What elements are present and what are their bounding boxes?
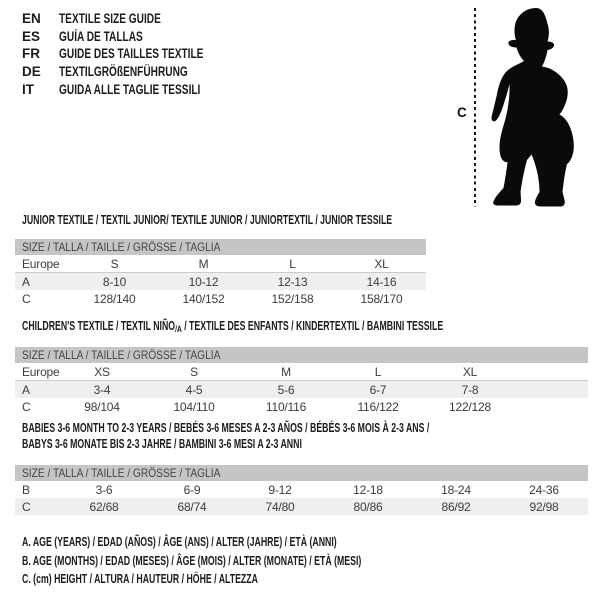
age-cell: 12-18: [353, 482, 383, 497]
row-label: B: [22, 482, 30, 497]
height-cell: 98/104: [84, 399, 120, 414]
children-table: [15, 347, 588, 415]
age-cell: 9-12: [268, 482, 292, 497]
junior-section-title: [22, 213, 551, 227]
filler-cell: [516, 381, 588, 399]
children-title-part2: / TEXTILE DES ENFANTS / KINDERTEXTIL / BAMBINI TESSILE: [181, 319, 444, 333]
height-cell: 152/158: [271, 291, 314, 306]
footnote-c: C. (cm) HEIGHT / ALTURA / HAUTEUR / HÖHE / ALTEZZA: [22, 572, 258, 587]
table-row-europe: [15, 363, 588, 381]
height-cell: 74/80: [265, 499, 295, 514]
size-header-text: SIZE / TALLA / TAILLE / GRÖSSE / TAGLIA: [22, 348, 221, 362]
language-code: FR: [22, 46, 40, 62]
language-label: GUIDE DES TAILLES TEXTILE: [59, 46, 204, 62]
size-cell: S: [70, 255, 159, 273]
size-cell: M: [240, 363, 332, 381]
size-header-text: SIZE / TALLA / TAILLE / GRÖSSE / TAGLIA: [22, 240, 221, 254]
height-cell: 92/98: [529, 499, 559, 514]
language-label: GUIDA ALLE TAGLIE TESSILI: [59, 81, 201, 97]
row-label: C: [22, 499, 31, 514]
footnote-b: B. AGE (MONTHS) / EDAD (MESES) / ÂGE (MOIS) / ALTER (MONATE) / ETÀ (MESI): [22, 553, 362, 568]
baby-silhouette-icon: [490, 8, 584, 208]
height-cell: 116/122: [357, 399, 399, 414]
age-cell: 3-4: [93, 382, 111, 397]
row-label: A: [22, 382, 30, 397]
row-label: C: [22, 399, 31, 414]
table-row-height: [15, 290, 426, 307]
height-cell: 80/86: [353, 499, 383, 514]
height-cell: 122/128: [449, 399, 491, 414]
babies-title-line1: BABIES 3-6 MONTH TO 2-3 YEARS / BEBÉS 3-6 MESES A 2-3 AÑOS / BÉBÉS 3-6 MOIS À 2-3 ANS /: [22, 421, 430, 435]
height-cell: 68/74: [177, 499, 207, 514]
language-row-de: [22, 63, 252, 81]
height-cell: 158/170: [360, 291, 403, 306]
language-row-es: [22, 28, 252, 46]
size-cell: XL: [337, 255, 426, 273]
language-code: DE: [22, 64, 41, 80]
table-row-age: [15, 273, 426, 291]
language-row-fr: [22, 45, 252, 63]
babies-section-title: [22, 420, 600, 452]
size-cell: XL: [424, 363, 516, 381]
age-cell: 4-5: [185, 382, 203, 397]
language-code: EN: [22, 11, 41, 27]
age-cell: 18-24: [441, 482, 471, 497]
height-cell: 62/68: [89, 499, 119, 514]
language-label: TEXTILE SIZE GUIDE: [59, 11, 161, 27]
size-header-text: SIZE / TALLA / TAILLE / GRÖSSE / TAGLIA: [22, 466, 221, 480]
table-row-europe: [15, 255, 426, 273]
size-header-bar: [15, 239, 426, 255]
age-cell: 6-7: [369, 382, 387, 397]
size-header-bar: [15, 347, 588, 363]
age-cell: 7-8: [461, 382, 479, 397]
age-cell: 3-6: [95, 482, 113, 497]
age-cell: 10-12: [188, 274, 219, 289]
height-dashed-line: [474, 8, 476, 207]
height-measure-label: C: [457, 105, 467, 120]
language-code: ES: [22, 28, 41, 44]
age-cell: 14-16: [366, 274, 397, 289]
language-label: GUÍA DE TALLAS: [59, 28, 143, 44]
language-code: IT: [22, 81, 34, 97]
table-row-height: [15, 498, 588, 515]
height-cell: 140/152: [182, 291, 225, 306]
size-cell: S: [148, 363, 240, 381]
age-cell: 12-13: [277, 274, 308, 289]
language-label: TEXTILGRÖßENFÜHRUNG: [59, 64, 188, 80]
height-cell: 110/116: [265, 399, 307, 414]
children-title-subscript: /A: [175, 324, 182, 335]
age-cell: 8-10: [102, 274, 127, 289]
row-label: C: [22, 291, 31, 306]
row-label: A: [22, 274, 30, 289]
height-cell: 86/92: [441, 499, 471, 514]
children-title-part1: CHILDREN'S TEXTILE / TEXTIL NIÑO: [22, 319, 176, 333]
table-row-age: [15, 381, 588, 399]
age-cell: 5-6: [277, 382, 295, 397]
height-cell: 104/110: [173, 399, 215, 414]
height-cell: 128/140: [93, 291, 136, 306]
language-row-it: [22, 80, 252, 98]
row-label: Europe: [15, 363, 56, 381]
children-section-title-text: [22, 319, 443, 333]
filler-cell: [516, 363, 588, 381]
babies-table: [15, 465, 588, 515]
table-row-age-months: [15, 481, 588, 498]
size-cell: L: [332, 363, 424, 381]
row-label: Europe: [15, 255, 70, 273]
junior-section-title-text: JUNIOR TEXTILE / TEXTIL JUNIOR/ TEXTILE JUNIOR / JUNIORTEXTIL / JUNIOR TESSILE: [22, 213, 393, 227]
children-section-title: [22, 319, 600, 333]
age-cell: 24-36: [529, 482, 559, 497]
footnote-a: A. AGE (YEARS) / EDAD (AÑOS) / ÂGE (ANS) / ALTER (JAHRE) / ETÀ (ANNI): [22, 535, 337, 549]
table-row-height: [15, 398, 588, 415]
babies-title-line2: BABYS 3-6 MONATE BIS 2-3 JAHRE / BAMBINI 3-6 MESI A 2-3 ANNI: [22, 437, 302, 451]
size-header-bar: [15, 465, 588, 481]
size-cell: XS: [56, 363, 148, 381]
age-cell: 6-9: [183, 482, 201, 497]
size-cell: L: [248, 255, 337, 273]
language-title-list: [22, 10, 252, 98]
language-row-en: [22, 10, 252, 28]
filler-cell: [516, 398, 588, 415]
footnotes: [22, 535, 507, 591]
size-cell: M: [159, 255, 248, 273]
junior-table: [15, 239, 426, 307]
